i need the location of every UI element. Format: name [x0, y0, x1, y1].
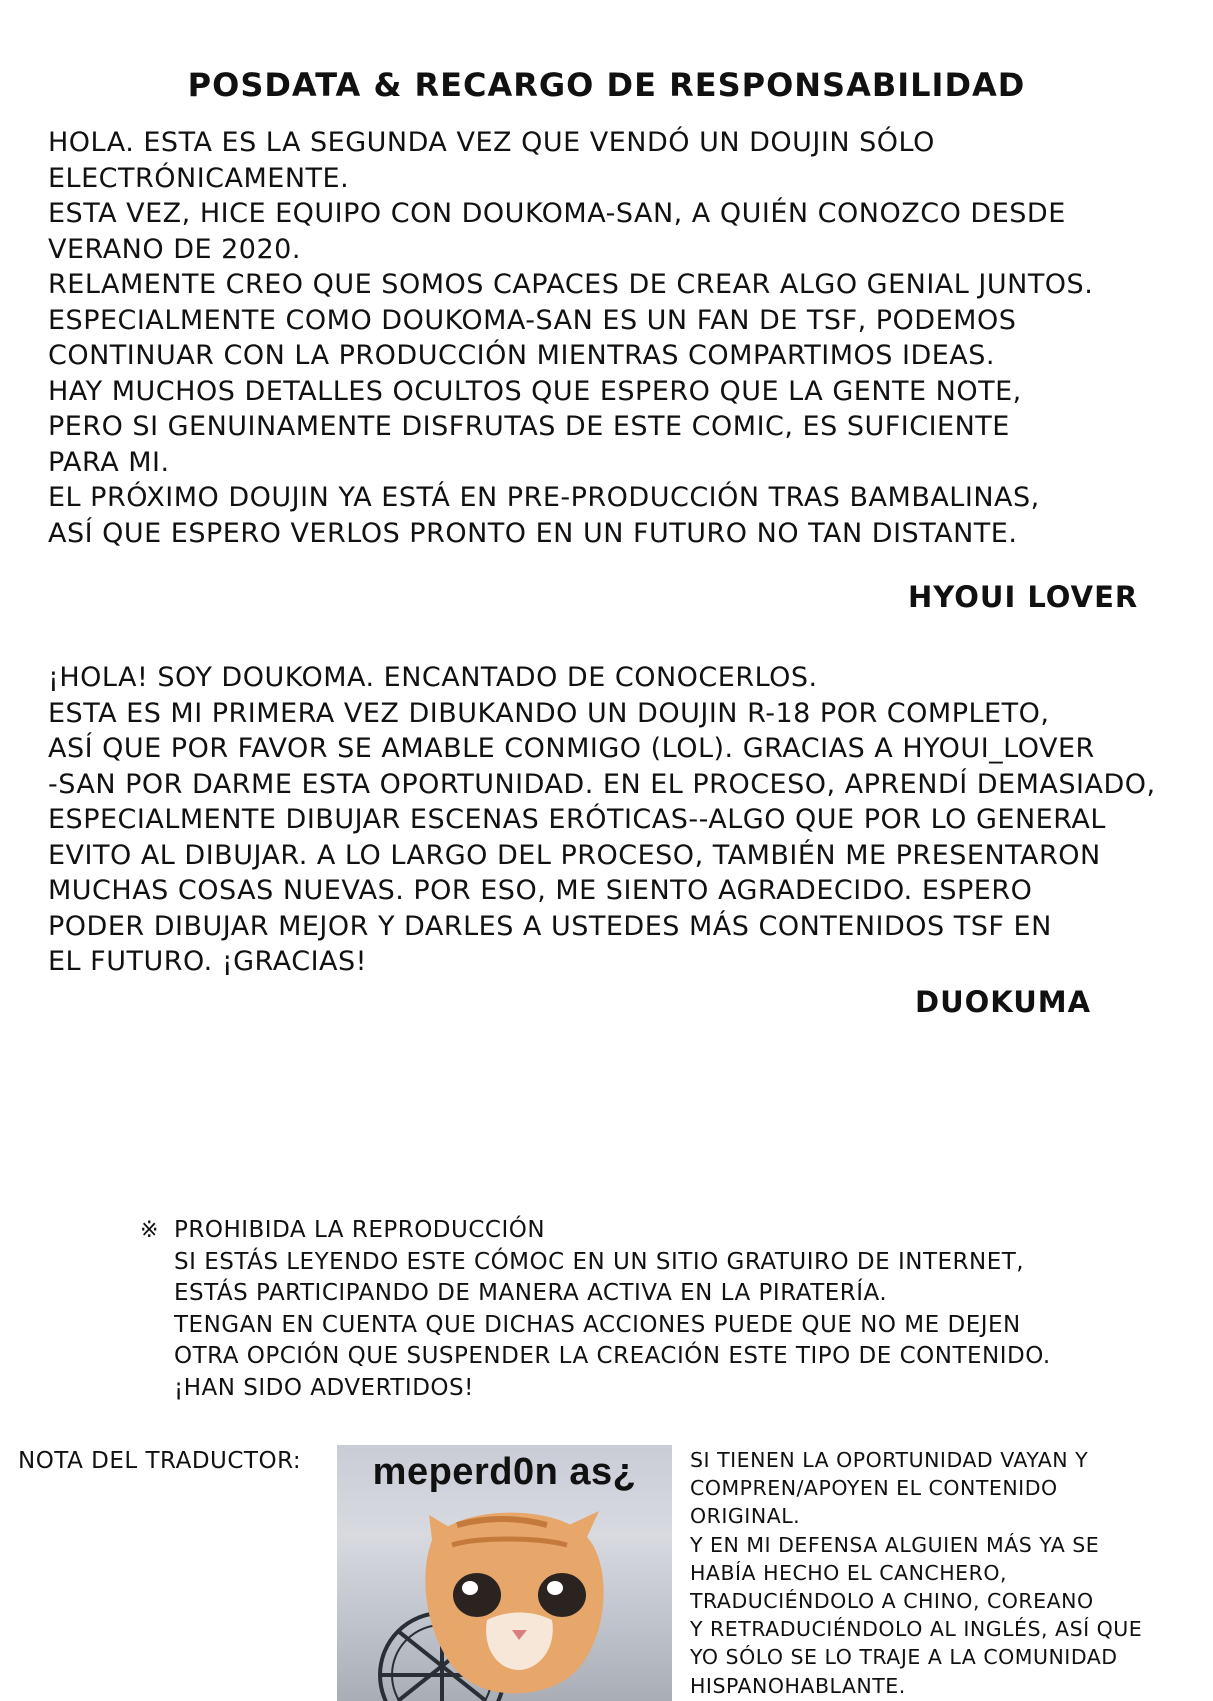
text-line: MUCHAS COSAS NUEVAS. POR ESO, ME SIENTO AGRADECIDO. ESPERO [48, 875, 1033, 906]
meme-caption: meperd0n as¿ [372, 1451, 637, 1493]
author2-message [48, 660, 1188, 980]
author1-signature: HYOUI LOVER [908, 580, 1139, 614]
reference-mark-icon: ※ [140, 1218, 159, 1243]
text-line: ELECTRÓNICAMENTE. [48, 162, 350, 194]
text-line: HOLA. ESTA ES LA SEGUNDA VEZ QUE VENDÓ UN DOUJIN SÓLO [48, 127, 935, 158]
notice-line: ESTÁS PARTICIPANDO DE MANERA ACTIVA EN LA PIRATERÍA. [174, 1280, 888, 1306]
notice-heading: PROHIBIDA LA REPRODUCCIÓN [174, 1217, 546, 1243]
note-line: Y EN MI DEFENSA ALGUIEN MÁS YA SE [690, 1532, 1100, 1557]
note-line: YO SÓLO SE LO TRAJE A LA COMUNIDAD [690, 1645, 1118, 1670]
note-line: ORIGINAL. [690, 1504, 801, 1529]
author1-message [48, 125, 1188, 551]
text-line: EL FUTURO. ¡GRACIAS! [48, 946, 367, 977]
translator-note-text [690, 1446, 1190, 1700]
note-line: HABÍA HECHO EL CANCHERO, [690, 1560, 1007, 1585]
text-line: VERANO DE 2020. [48, 233, 301, 265]
notice-line: OTRA OPCIÓN QUE SUSPENDER LA CREACIÓN ESTE TIPO DE CONTENIDO. [174, 1343, 1051, 1369]
notice-body [140, 1247, 1180, 1405]
text-line: ¡HOLA! SOY DOUKOMA. ENCANTADO DE CONOCERLOS. [48, 662, 818, 693]
page-title: POSDATA & RECARGO DE RESPONSABILIDAD [187, 66, 1026, 104]
note-line: Y RETRADUCIÉNDOLO AL INGLÉS, ASÍ QUE [690, 1617, 1143, 1642]
meme-image [337, 1445, 672, 1701]
reproduction-notice [140, 1215, 1180, 1404]
text-line: PODER DIBUJAR MEJOR Y DARLES A USTEDES MÁS CONTENIDOS TSF EN [48, 910, 1052, 942]
translator-note-label: NOTA DEL TRADUCTOR: [18, 1448, 302, 1474]
notice-line: SI ESTÁS LEYENDO ESTE CÓMOC EN UN SITIO GRATUIRO DE INTERNET, [174, 1248, 1025, 1275]
text-line: PERO SI GENUINAMENTE DISFRUTAS DE ESTE COMIC, ES SUFICIENTE [48, 411, 1010, 442]
notice-heading-row [140, 1215, 1180, 1247]
text-line: PARA MI. [48, 446, 170, 478]
note-line: SI TIENEN LA OPORTUNIDAD VAYAN Y [690, 1448, 1089, 1472]
cat-head-graphic [425, 1511, 603, 1693]
text-line: EVITO AL DIBUJAR. A LO LARGO DEL PROCESO, TAMBIÉN ME PRESENTARON [48, 839, 1101, 871]
text-line: ASÍ QUE POR FAVOR SE AMABLE CONMIGO (LOL). GRACIAS A HYOUI_LOVER [48, 733, 1095, 764]
text-line: ASÍ QUE ESPERO VERLOS PRONTO EN UN FUTURO NO TAN DISTANTE. [48, 517, 1018, 549]
text-line: -SAN POR DARME ESTA OPORTUNIDAD. EN EL PROCESO, APRENDÍ DEMASIADO, [48, 768, 1156, 800]
notice-line: TENGAN EN CUENTA QUE DICHAS ACCIONES PUEDE QUE NO ME DEJEN [174, 1311, 1021, 1338]
note-line: HISPANOHABLANTE. [690, 1673, 906, 1698]
text-line: EL PRÓXIMO DOUJIN YA ESTÁ EN PRE-PRODUCCIÓN TRAS BAMBALINAS, [48, 482, 1040, 513]
text-line: ESTA VEZ, HICE EQUIPO CON DOUKOMA-SAN, A QUIÉN CONOZCO DESDE [48, 198, 1066, 229]
text-line: RELAMENTE CREO QUE SOMOS CAPACES DE CREAR ALGO GENIAL JUNTOS. [48, 269, 1094, 300]
note-line: TRADUCIÉNDOLO A CHINO, COREANO [690, 1589, 1094, 1614]
text-line: ESTA ES MI PRIMERA VEZ DIBUKANDO UN DOUJIN R-18 POR COMPLETO, [48, 697, 1050, 729]
text-line: ESPECIALMENTE DIBUJAR ESCENAS ERÓTICAS--ALGO QUE POR LO GENERAL [48, 804, 1106, 835]
author2-signature: DUOKUMA [915, 985, 1092, 1019]
note-line: COMPREN/APOYEN EL CONTENIDO [690, 1476, 1058, 1501]
text-line: CONTINUAR CON LA PRODUCCIÓN MIENTRAS COMPARTIMOS IDEAS. [48, 340, 995, 371]
text-line: ESPECIALMENTE COMO DOUKOMA-SAN ES UN FAN DE TSF, PODEMOS [48, 304, 1017, 336]
notice-line: ¡HAN SIDO ADVERTIDOS! [174, 1374, 474, 1401]
text-line: HAY MUCHOS DETALLES OCULTOS QUE ESPERO QUE LA GENTE NOTE, [48, 375, 1022, 407]
